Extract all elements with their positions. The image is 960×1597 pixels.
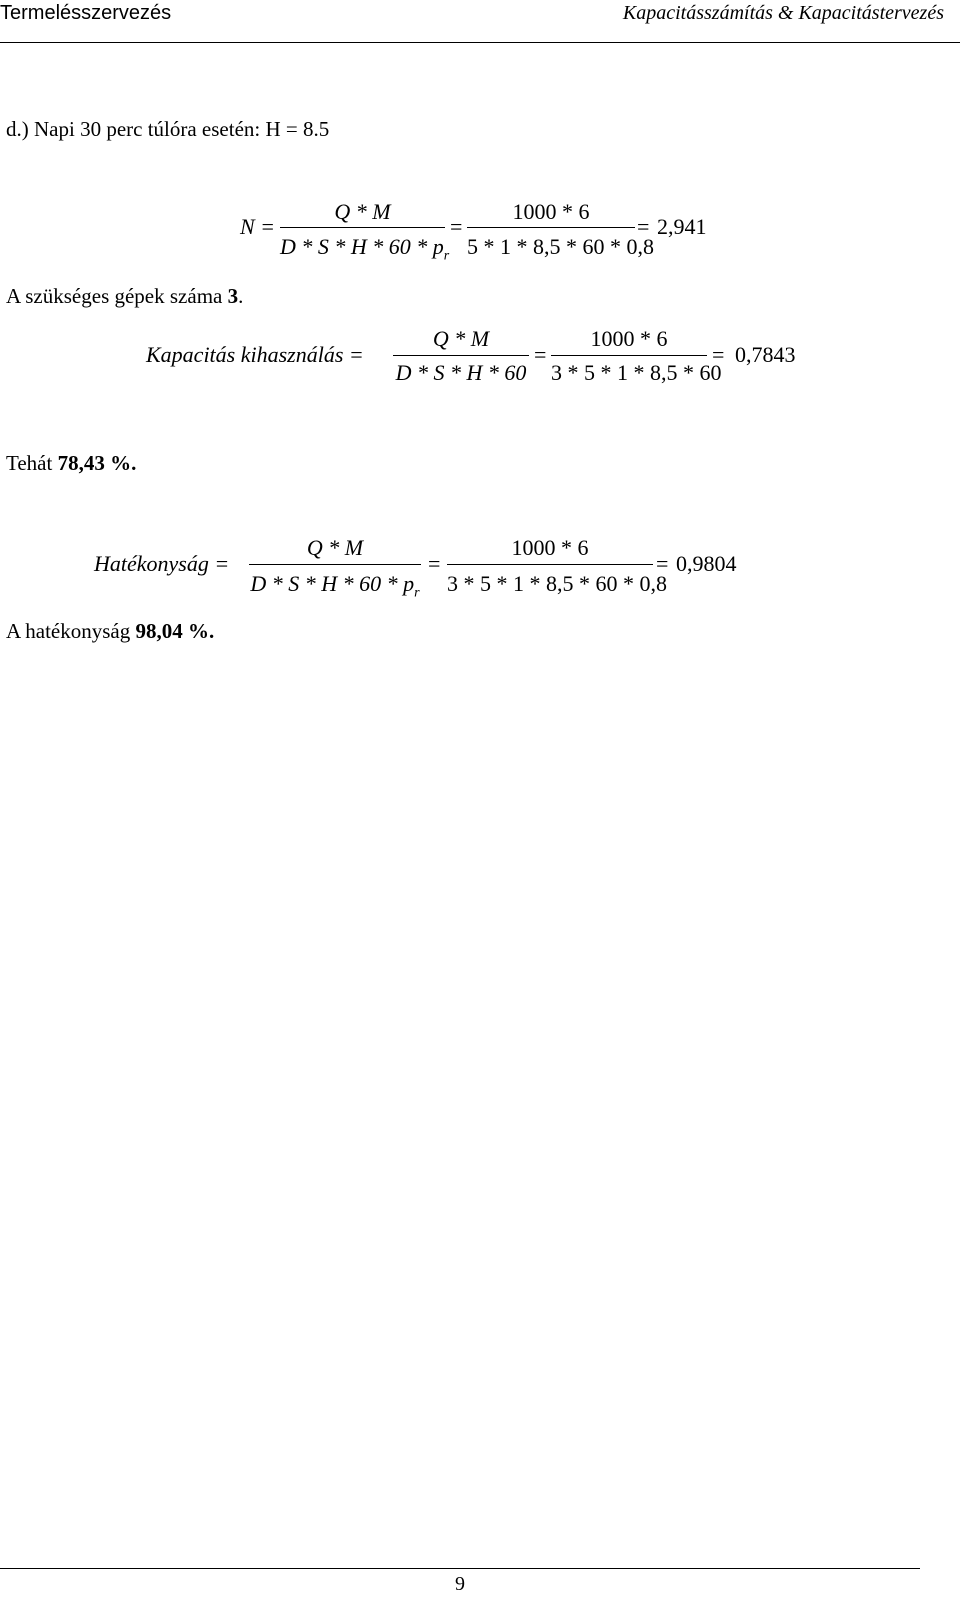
eq-eff-numerator-2: 1000 * 6 bbox=[511, 535, 589, 560]
eq-n-numerator-2: 1000 * 6 bbox=[512, 199, 590, 224]
eq-eff-result: 0,9804 bbox=[676, 551, 737, 576]
eq-eff-denominator-2: 3 * 5 * 1 * 8,5 * 60 * 0,8 bbox=[447, 571, 667, 596]
eq-util-numerator-1: Q * M bbox=[432, 326, 490, 351]
footer-rule bbox=[0, 1568, 920, 1569]
eq-util-fraction-line-1 bbox=[393, 355, 529, 356]
eq-util-result: 0,7843 bbox=[735, 342, 796, 367]
eq-n-numerator-1: Q * M bbox=[334, 199, 391, 224]
eq-n-fraction-line-1 bbox=[280, 227, 445, 228]
page-number: 9 bbox=[455, 1573, 465, 1595]
eq-util-fraction-line-2 bbox=[551, 355, 707, 356]
eq-eff-denominator-1: D * S * H * $60 * p_r$ bbox=[250, 571, 420, 601]
utilization-result-text: Tehát 78,43 %. bbox=[6, 451, 137, 475]
eq-eff-numerator-1: Q * M bbox=[306, 535, 364, 560]
eq-util-lhs: Kapacitás kihasználás = bbox=[146, 342, 364, 367]
eq-n-denominator-1: D * S * H * $60 * p_r$ bbox=[280, 234, 450, 264]
eq-eff-equals-2: = bbox=[656, 551, 669, 576]
header-rule bbox=[0, 42, 960, 43]
section-title: d.) Napi 30 perc túlóra esetén: H = 8.5 bbox=[6, 117, 330, 141]
eq-n-fraction-line-2 bbox=[467, 227, 635, 228]
header-right-title: Kapacitásszámítás & Kapacitástervezés bbox=[622, 2, 944, 24]
header-left-title: Termelésszervezés bbox=[0, 2, 172, 24]
eq-n-denominator-2: 5 * 1 * 8,5 * 60 * 0,8 bbox=[467, 234, 654, 259]
eq-n-equals-1: = bbox=[450, 214, 463, 239]
eq-n-result: 2,941 bbox=[657, 214, 707, 239]
eq-eff-fraction-line-1 bbox=[249, 564, 421, 565]
eq-util-equals-2: = bbox=[712, 342, 725, 367]
eq-n-equals-2: = bbox=[637, 214, 650, 239]
machines-needed-text: A szükséges gépek száma 3. bbox=[6, 284, 244, 308]
eq-eff-fraction-line-2 bbox=[447, 564, 653, 565]
eq-util-denominator-2: 3 * 5 * 1 * 8,5 * 60 bbox=[551, 360, 722, 385]
eq-util-numerator-2: 1000 * 6 bbox=[590, 326, 668, 351]
eq-eff-equals-1: = bbox=[428, 551, 441, 576]
eq-util-equals-1: = bbox=[534, 342, 547, 367]
eq-n-lhs: N = bbox=[240, 214, 276, 239]
efficiency-result-text: A hatékonyság 98,04 %. bbox=[6, 619, 215, 643]
eq-eff-lhs: Hatékonyság = bbox=[94, 551, 230, 576]
eq-util-denominator-1: D * S * H * 60 bbox=[395, 360, 527, 385]
